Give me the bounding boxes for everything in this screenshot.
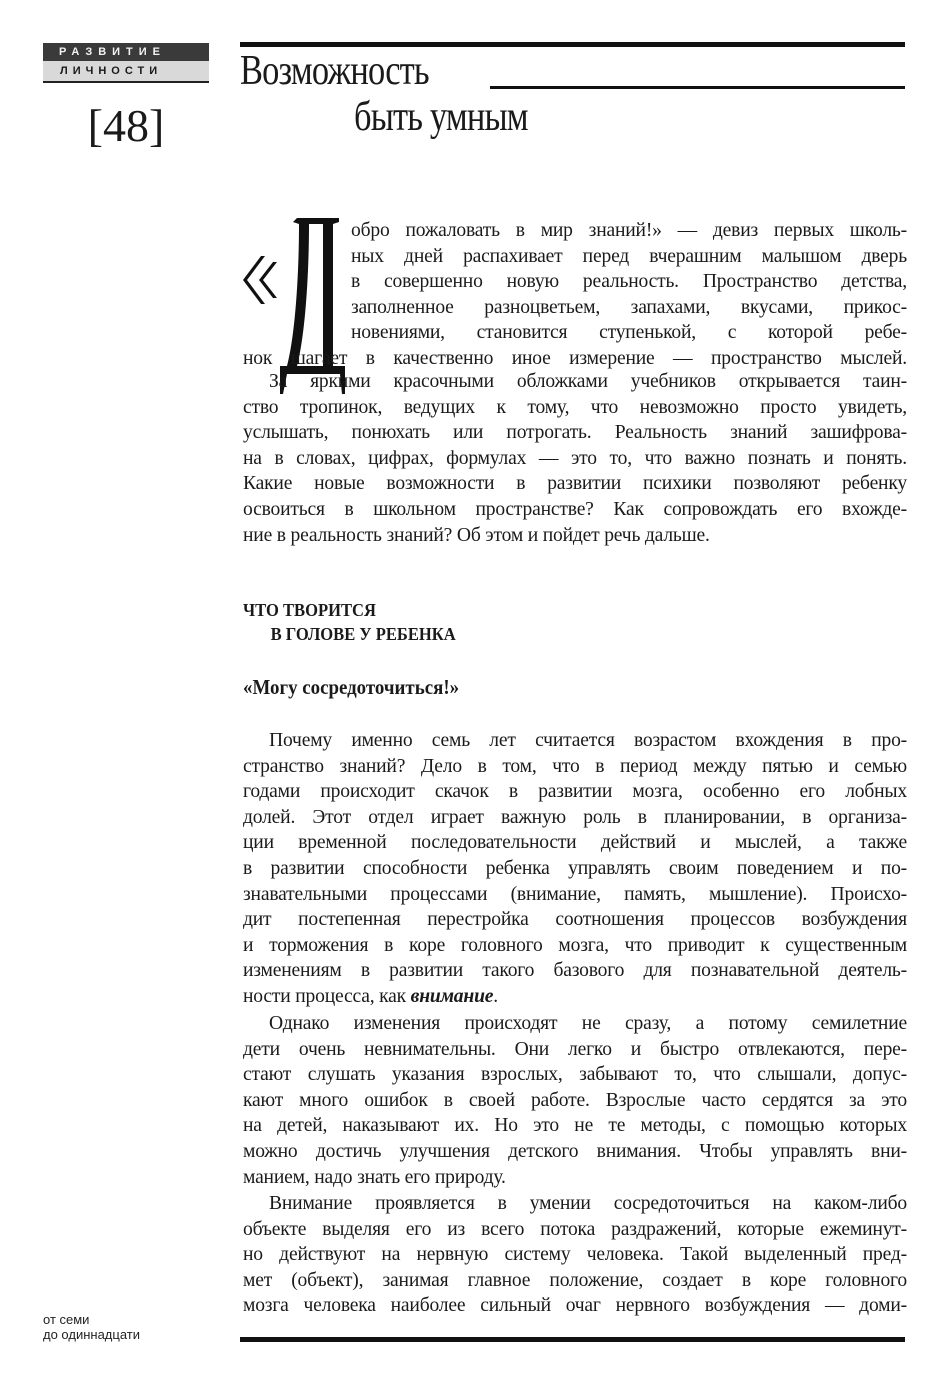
section-tag-line-2: ЛИЧНОСТИ xyxy=(43,61,209,83)
text-line: заполненное разноцветьем, запахами, вкусами, прикос- xyxy=(351,296,907,318)
emphasis-term: внимание xyxy=(410,985,494,1007)
text-line: и торможения в коре головного мозга, что приводит к существенным xyxy=(243,934,907,956)
text-line: странство знаний? Дело в том, что в период между пятью и семью xyxy=(243,755,907,777)
text-line: можно достичь улучшения детского внимания. Чтобы управлять вни- xyxy=(243,1140,907,1162)
title-underline xyxy=(490,86,905,89)
text-line: ство тропинок, ведущих к тому, что невозможно просто увидеть, xyxy=(243,396,907,418)
text-line: новениями, становится ступенькой, с которой ребе- xyxy=(351,322,907,344)
text-fragment: ности процесса, как xyxy=(243,985,411,1007)
text-line: манием, надо знать его природу. xyxy=(243,1166,506,1188)
running-footer xyxy=(43,1312,140,1342)
page-title-line-2: быть умным xyxy=(354,94,528,140)
paragraph-3 xyxy=(243,728,907,1010)
text-line: изменениям в развитии такого базового для познавательной деятель- xyxy=(243,960,907,982)
text-line: За яркими красочными обложками учебников открывается таин- xyxy=(269,371,907,392)
text-line: ции временной последовательности действий и мыслей, а также xyxy=(243,832,907,854)
section-heading-line-1: ЧТО ТВОРИТСЯ xyxy=(243,600,376,620)
text-line: ных дней распахивает перед вчерашним малышом дверь xyxy=(351,245,907,267)
text-line: дети очень невнимательны. Они легко и быстро отвлекаются, пере- xyxy=(243,1038,907,1060)
running-footer-line-2: до одиннадцати xyxy=(43,1327,140,1342)
bottom-rule xyxy=(240,1337,905,1342)
text-line: стают слушать указания взрослых, забывают то, что слышали, допус- xyxy=(243,1064,907,1086)
section-heading-line-2: В ГОЛОВЕ У РЕБЕНКА xyxy=(270,624,456,644)
section-tag-line-1: РАЗВИТИЕ xyxy=(43,43,209,61)
text-line: кают много ошибок в своей работе. Взрослые часто сердятся за это xyxy=(243,1089,907,1111)
text-line: в развитии способности ребенка управлять своим поведением и по- xyxy=(243,857,907,879)
subsection-heading: «Могу сосредоточиться!» xyxy=(243,675,460,699)
page-title-line-1: Возможность xyxy=(240,48,429,94)
paragraph-2 xyxy=(243,369,907,548)
section-tag xyxy=(43,43,209,83)
text-line: обро пожаловать в мир знаний!» — девиз первых школь- xyxy=(351,220,907,241)
text-line: ние в реальность знаний? Об этом и пойдет речь дальше. xyxy=(243,524,710,546)
text-line xyxy=(243,984,907,1010)
text-line: долей. Этот отдел играет важную роль в планировании, в организа- xyxy=(243,806,907,828)
text-line: на детей, наказывают их. Но это не те методы, с помощью которых xyxy=(243,1115,907,1137)
text-line: услышать, понюхать или потрогать. Реальность знаний зашифрова- xyxy=(243,422,907,444)
text-line: в совершенно новую реальность. Пространство детства, xyxy=(351,271,907,293)
text-line: освоиться в школьном пространстве? Как сопровождать его вхожде- xyxy=(243,498,907,520)
text-line: Какие новые возможности в развитии психики позволяют ребенку xyxy=(243,473,907,495)
intro-paragraph xyxy=(243,218,907,372)
page-number: [48] xyxy=(87,100,165,151)
text-line: годами происходит скачок в развитии мозга, особенно его лобных xyxy=(243,781,907,803)
text-fragment: . xyxy=(493,985,498,1007)
text-line: Однако изменения происходят не сразу, а потому семилетние xyxy=(269,1013,907,1034)
text-line: знавательными процессами (внимание, память, мышление). Происхо- xyxy=(243,883,907,905)
text-line: мозга человека наиболее сильный очаг нервного возбуждения — доми- xyxy=(243,1295,907,1317)
running-footer-line-1: от семи xyxy=(43,1312,90,1327)
text-line: нок шагает в качественно иное измерение — пространство мыслей. xyxy=(243,347,907,369)
paragraph-5 xyxy=(243,1191,907,1319)
text-line: Внимание проявляется в умении сосредоточиться на каком-либо xyxy=(269,1193,907,1214)
text-line: но действуют на нервную систему человека. Такой выделенный пред- xyxy=(243,1244,907,1266)
paragraph-4 xyxy=(243,1011,907,1190)
text-line: дит постепенная перестройка соотношения процессов возбуждения xyxy=(243,909,907,931)
section-heading xyxy=(243,598,456,646)
text-line: объекте выделяя его из всего потока раздражений, которые ежеминут- xyxy=(243,1218,907,1240)
text-line: мет (объект), занимая главное положение, создает в коре головного xyxy=(243,1269,907,1291)
text-line: на в словах, цифрах, формулах — это то, что важно познать и понять. xyxy=(243,447,907,469)
text-line: Почему именно семь лет считается возрастом вхождения в про- xyxy=(269,730,907,751)
